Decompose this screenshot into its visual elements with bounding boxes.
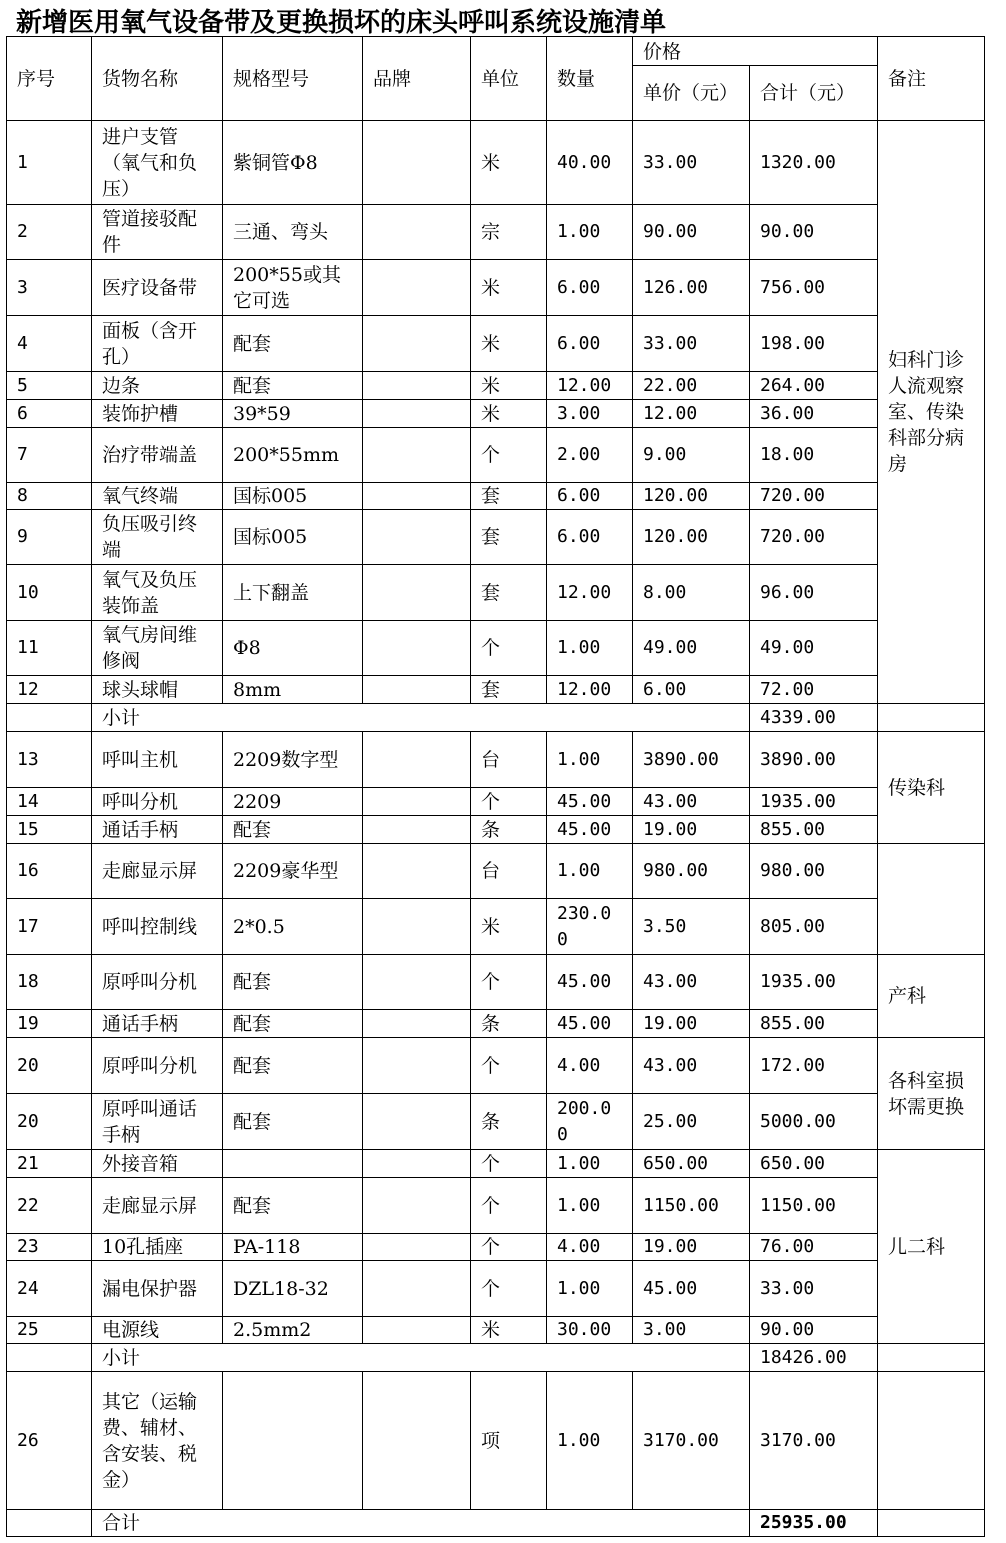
row-remark xyxy=(878,1372,985,1510)
row-total: 980.00 xyxy=(750,844,878,899)
subtotal-label: 小计 xyxy=(92,1344,750,1372)
row-spec: 紫铜管Φ8 xyxy=(223,121,363,205)
subtotal-value: 18426.00 xyxy=(750,1344,878,1372)
row-unit: 个 xyxy=(471,1261,547,1317)
row-spec: 配套 xyxy=(223,1038,363,1094)
row-no: 19 xyxy=(7,1010,92,1038)
row-unit-price: 3170.00 xyxy=(633,1372,750,1510)
row-unit-price: 126.00 xyxy=(633,260,750,316)
row-spec: 配套 xyxy=(223,316,363,372)
row-unit: 台 xyxy=(471,732,547,788)
row-qty: 2.00 xyxy=(547,428,633,483)
row-spec xyxy=(223,1372,363,1510)
row-brand xyxy=(363,260,471,316)
row-total: 720.00 xyxy=(750,510,878,565)
row-brand xyxy=(363,844,471,899)
row-unit-price: 43.00 xyxy=(633,955,750,1010)
row-brand xyxy=(363,816,471,844)
row-qty: 30.00 xyxy=(547,1317,633,1344)
row-unit: 米 xyxy=(471,316,547,372)
table-row xyxy=(7,316,985,372)
grand-total-label: 合计 xyxy=(92,1510,750,1537)
row-spec: 200*55或其它可选 xyxy=(223,260,363,316)
row-unit: 个 xyxy=(471,788,547,816)
row-brand xyxy=(363,1261,471,1317)
row-brand xyxy=(363,1317,471,1344)
row-total: 198.00 xyxy=(750,316,878,372)
row-total: 855.00 xyxy=(750,816,878,844)
row-unit-price: 43.00 xyxy=(633,1038,750,1094)
table-row xyxy=(7,565,985,621)
row-spec: 配套 xyxy=(223,816,363,844)
row-unit: 个 xyxy=(471,1038,547,1094)
row-unit-price: 1150.00 xyxy=(633,1178,750,1234)
document-title: 新增医用氧气设备带及更换损坏的床头呼叫系统设施清单 xyxy=(16,8,667,38)
subtotal-remark xyxy=(878,704,985,732)
row-spec: 三通、弯头 xyxy=(223,205,363,260)
table-row xyxy=(7,1261,985,1317)
subtotal-value: 4339.00 xyxy=(750,704,878,732)
row-brand xyxy=(363,428,471,483)
row-unit: 米 xyxy=(471,121,547,205)
row-qty: 45.00 xyxy=(547,955,633,1010)
row-qty: 1.00 xyxy=(547,621,633,676)
row-remark: 妇科门诊人流观察室、传染科部分病房 xyxy=(878,121,985,704)
row-no: 26 xyxy=(7,1372,92,1510)
row-total: 33.00 xyxy=(750,1261,878,1317)
row-unit-price: 12.00 xyxy=(633,400,750,428)
row-name: 漏电保护器 xyxy=(92,1261,223,1317)
row-no: 8 xyxy=(7,483,92,510)
row-name: 呼叫分机 xyxy=(92,788,223,816)
row-brand xyxy=(363,1234,471,1261)
header-no: 序号 xyxy=(7,37,92,121)
row-brand xyxy=(363,316,471,372)
row-spec xyxy=(223,1150,363,1178)
header-spec: 规格型号 xyxy=(223,37,363,121)
row-total: 5000.00 xyxy=(750,1094,878,1150)
row-total: 90.00 xyxy=(750,1317,878,1344)
row-name: 面板（含开孔） xyxy=(92,316,223,372)
row-total: 1935.00 xyxy=(750,955,878,1010)
row-spec: 配套 xyxy=(223,955,363,1010)
header-qty: 数量 xyxy=(547,37,633,121)
row-unit-price: 19.00 xyxy=(633,816,750,844)
row-qty: 1.00 xyxy=(547,732,633,788)
row-brand xyxy=(363,1010,471,1038)
row-name: 氧气及负压装饰盖 xyxy=(92,565,223,621)
table-row xyxy=(7,1038,985,1094)
row-unit: 项 xyxy=(471,1372,547,1510)
row-remark: 传染科 xyxy=(878,732,985,844)
row-unit-price: 33.00 xyxy=(633,316,750,372)
row-unit: 米 xyxy=(471,899,547,955)
row-unit: 个 xyxy=(471,1234,547,1261)
row-unit: 宗 xyxy=(471,205,547,260)
table-row xyxy=(7,483,985,510)
subtotal-row xyxy=(7,704,985,732)
row-brand xyxy=(363,1094,471,1150)
row-no: 9 xyxy=(7,510,92,565)
header-unit: 单位 xyxy=(471,37,547,121)
row-no: 15 xyxy=(7,816,92,844)
row-no: 1 xyxy=(7,121,92,205)
subtotal-blank xyxy=(7,1344,92,1372)
row-brand xyxy=(363,372,471,400)
row-brand xyxy=(363,788,471,816)
table-row xyxy=(7,372,985,400)
header-remark: 备注 xyxy=(878,37,985,121)
row-qty: 200.00 xyxy=(547,1094,633,1150)
table-row xyxy=(7,676,985,704)
row-total: 90.00 xyxy=(750,205,878,260)
row-name: 医疗设备带 xyxy=(92,260,223,316)
row-spec: PA-118 xyxy=(223,1234,363,1261)
row-unit: 个 xyxy=(471,955,547,1010)
row-name: 走廊显示屏 xyxy=(92,844,223,899)
row-total: 805.00 xyxy=(750,899,878,955)
row-spec: 配套 xyxy=(223,1010,363,1038)
row-unit: 套 xyxy=(471,676,547,704)
row-unit-price: 19.00 xyxy=(633,1010,750,1038)
row-brand xyxy=(363,483,471,510)
row-unit-price: 90.00 xyxy=(633,205,750,260)
row-name: 氧气终端 xyxy=(92,483,223,510)
row-qty: 4.00 xyxy=(547,1234,633,1261)
row-unit: 个 xyxy=(471,428,547,483)
row-spec: 国标005 xyxy=(223,510,363,565)
table-row xyxy=(7,205,985,260)
row-brand xyxy=(363,121,471,205)
grand-total-remark xyxy=(878,1510,985,1537)
table-row xyxy=(7,732,985,788)
header-name: 货物名称 xyxy=(92,37,223,121)
table-row xyxy=(7,428,985,483)
table-row xyxy=(7,1094,985,1150)
row-name: 电源线 xyxy=(92,1317,223,1344)
row-total: 36.00 xyxy=(750,400,878,428)
table-row xyxy=(7,260,985,316)
table-row xyxy=(7,1234,985,1261)
row-qty: 45.00 xyxy=(547,1010,633,1038)
row-total: 172.00 xyxy=(750,1038,878,1094)
row-unit-price: 980.00 xyxy=(633,844,750,899)
row-brand xyxy=(363,899,471,955)
row-unit-price: 120.00 xyxy=(633,510,750,565)
row-unit: 套 xyxy=(471,565,547,621)
row-unit: 个 xyxy=(471,621,547,676)
table-row xyxy=(7,788,985,816)
row-unit-price: 8.00 xyxy=(633,565,750,621)
table-row xyxy=(7,1178,985,1234)
row-qty: 1.00 xyxy=(547,1178,633,1234)
row-qty: 12.00 xyxy=(547,565,633,621)
row-no: 21 xyxy=(7,1150,92,1178)
row-name: 氧气房间维修阀 xyxy=(92,621,223,676)
row-unit: 套 xyxy=(471,483,547,510)
row-no: 24 xyxy=(7,1261,92,1317)
header-unit-price: 单价（元） xyxy=(633,66,750,121)
row-brand xyxy=(363,955,471,1010)
subtotal-row xyxy=(7,1344,985,1372)
row-qty: 6.00 xyxy=(547,260,633,316)
row-no: 6 xyxy=(7,400,92,428)
row-spec: 配套 xyxy=(223,1094,363,1150)
grand-total-row xyxy=(7,1510,985,1537)
row-no: 18 xyxy=(7,955,92,1010)
row-brand xyxy=(363,621,471,676)
table-row xyxy=(7,899,985,955)
row-qty: 6.00 xyxy=(547,316,633,372)
header-brand: 品牌 xyxy=(363,37,471,121)
row-total: 1150.00 xyxy=(750,1178,878,1234)
row-spec: 配套 xyxy=(223,372,363,400)
row-name: 走廊显示屏 xyxy=(92,1178,223,1234)
row-qty: 40.00 xyxy=(547,121,633,205)
row-brand xyxy=(363,1178,471,1234)
row-qty: 230.00 xyxy=(547,899,633,955)
table-row xyxy=(7,1317,985,1344)
row-qty: 6.00 xyxy=(547,483,633,510)
row-total: 72.00 xyxy=(750,676,878,704)
row-qty: 12.00 xyxy=(547,372,633,400)
row-qty: 12.00 xyxy=(547,676,633,704)
header-total: 合计（元） xyxy=(750,66,878,121)
row-name: 呼叫主机 xyxy=(92,732,223,788)
grand-total-blank xyxy=(7,1510,92,1537)
row-remark: 产科 xyxy=(878,955,985,1038)
row-unit-price: 9.00 xyxy=(633,428,750,483)
table-row xyxy=(7,955,985,1010)
row-unit: 米 xyxy=(471,400,547,428)
row-qty: 45.00 xyxy=(547,816,633,844)
row-total: 76.00 xyxy=(750,1234,878,1261)
row-no: 20 xyxy=(7,1094,92,1150)
row-qty: 4.00 xyxy=(547,1038,633,1094)
table-row xyxy=(7,1150,985,1178)
table-row xyxy=(7,400,985,428)
row-brand xyxy=(363,565,471,621)
row-no: 2 xyxy=(7,205,92,260)
header-price: 价格 xyxy=(633,37,878,66)
row-unit-price: 33.00 xyxy=(633,121,750,205)
row-name: 球头球帽 xyxy=(92,676,223,704)
row-brand xyxy=(363,1038,471,1094)
row-spec: DZL18-32 xyxy=(223,1261,363,1317)
row-no: 5 xyxy=(7,372,92,400)
row-spec: 2*0.5 xyxy=(223,899,363,955)
row-no: 10 xyxy=(7,565,92,621)
table-row xyxy=(7,816,985,844)
row-unit: 台 xyxy=(471,844,547,899)
row-spec: 配套 xyxy=(223,1178,363,1234)
row-name: 治疗带端盖 xyxy=(92,428,223,483)
row-brand xyxy=(363,205,471,260)
row-unit: 套 xyxy=(471,510,547,565)
row-unit-price: 650.00 xyxy=(633,1150,750,1178)
row-spec: 8mm xyxy=(223,676,363,704)
row-no: 7 xyxy=(7,428,92,483)
row-unit-price: 49.00 xyxy=(633,621,750,676)
row-no: 11 xyxy=(7,621,92,676)
row-brand xyxy=(363,1372,471,1510)
row-qty: 1.00 xyxy=(547,205,633,260)
row-unit: 米 xyxy=(471,372,547,400)
row-unit-price: 120.00 xyxy=(633,483,750,510)
subtotal-label: 小计 xyxy=(92,704,750,732)
row-unit: 米 xyxy=(471,1317,547,1344)
row-name: 边条 xyxy=(92,372,223,400)
row-total: 756.00 xyxy=(750,260,878,316)
row-unit: 条 xyxy=(471,1094,547,1150)
row-name: 通话手柄 xyxy=(92,1010,223,1038)
row-brand xyxy=(363,676,471,704)
row-unit-price: 6.00 xyxy=(633,676,750,704)
row-brand xyxy=(363,732,471,788)
row-no: 23 xyxy=(7,1234,92,1261)
row-unit-price: 3890.00 xyxy=(633,732,750,788)
row-total: 18.00 xyxy=(750,428,878,483)
row-unit: 个 xyxy=(471,1150,547,1178)
row-name: 原呼叫通话手柄 xyxy=(92,1094,223,1150)
row-spec: 39*59 xyxy=(223,400,363,428)
row-no: 16 xyxy=(7,844,92,899)
row-name: 原呼叫分机 xyxy=(92,955,223,1010)
row-no: 3 xyxy=(7,260,92,316)
row-spec: 2.5mm2 xyxy=(223,1317,363,1344)
row-name: 10孔插座 xyxy=(92,1234,223,1261)
row-total: 720.00 xyxy=(750,483,878,510)
row-unit-price: 3.50 xyxy=(633,899,750,955)
row-unit-price: 25.00 xyxy=(633,1094,750,1150)
row-spec: 200*55mm xyxy=(223,428,363,483)
row-name: 负压吸引终端 xyxy=(92,510,223,565)
table-row xyxy=(7,621,985,676)
row-remark: 各科室损坏需更换 xyxy=(878,1038,985,1150)
row-name: 外接音箱 xyxy=(92,1150,223,1178)
row-spec: 国标005 xyxy=(223,483,363,510)
row-qty: 1.00 xyxy=(547,844,633,899)
row-brand xyxy=(363,1150,471,1178)
row-unit-price: 3.00 xyxy=(633,1317,750,1344)
row-spec: 2209 xyxy=(223,788,363,816)
row-unit: 个 xyxy=(471,1178,547,1234)
row-total: 650.00 xyxy=(750,1150,878,1178)
row-no: 4 xyxy=(7,316,92,372)
row-remark: 儿二科 xyxy=(878,1150,985,1344)
row-total: 264.00 xyxy=(750,372,878,400)
table-row xyxy=(7,844,985,899)
row-qty: 45.00 xyxy=(547,788,633,816)
row-name: 原呼叫分机 xyxy=(92,1038,223,1094)
row-spec: Φ8 xyxy=(223,621,363,676)
row-qty: 1.00 xyxy=(547,1372,633,1510)
equipment-table xyxy=(6,36,985,1537)
row-no: 22 xyxy=(7,1178,92,1234)
table-row xyxy=(7,510,985,565)
row-unit-price: 19.00 xyxy=(633,1234,750,1261)
row-no: 14 xyxy=(7,788,92,816)
row-qty: 3.00 xyxy=(547,400,633,428)
row-spec: 2209数字型 xyxy=(223,732,363,788)
row-name: 进户支管（氧气和负压） xyxy=(92,121,223,205)
row-spec: 上下翻盖 xyxy=(223,565,363,621)
subtotal-blank xyxy=(7,704,92,732)
grand-total-value: 25935.00 xyxy=(750,1510,878,1537)
table-row xyxy=(7,1372,985,1510)
row-total: 3890.00 xyxy=(750,732,878,788)
row-total: 49.00 xyxy=(750,621,878,676)
row-qty: 1.00 xyxy=(547,1150,633,1178)
row-total: 3170.00 xyxy=(750,1372,878,1510)
row-unit: 米 xyxy=(471,260,547,316)
row-no: 17 xyxy=(7,899,92,955)
subtotal-remark xyxy=(878,1344,985,1372)
row-qty: 6.00 xyxy=(547,510,633,565)
row-name: 管道接驳配件 xyxy=(92,205,223,260)
table-row xyxy=(7,1010,985,1038)
row-unit: 条 xyxy=(471,1010,547,1038)
row-brand xyxy=(363,510,471,565)
row-no: 13 xyxy=(7,732,92,788)
row-no: 12 xyxy=(7,676,92,704)
row-unit-price: 43.00 xyxy=(633,788,750,816)
row-remark xyxy=(878,844,985,955)
row-name: 呼叫控制线 xyxy=(92,899,223,955)
row-total: 1935.00 xyxy=(750,788,878,816)
row-total: 96.00 xyxy=(750,565,878,621)
row-no: 25 xyxy=(7,1317,92,1344)
row-name: 其它（运输费、辅材、含安装、税金） xyxy=(92,1372,223,1510)
row-name: 通话手柄 xyxy=(92,816,223,844)
row-unit-price: 45.00 xyxy=(633,1261,750,1317)
row-spec: 2209豪华型 xyxy=(223,844,363,899)
row-no: 20 xyxy=(7,1038,92,1094)
row-unit: 条 xyxy=(471,816,547,844)
row-name: 装饰护槽 xyxy=(92,400,223,428)
row-brand xyxy=(363,400,471,428)
table-row xyxy=(7,121,985,205)
row-total: 855.00 xyxy=(750,1010,878,1038)
row-total: 1320.00 xyxy=(750,121,878,205)
row-unit-price: 22.00 xyxy=(633,372,750,400)
row-qty: 1.00 xyxy=(547,1261,633,1317)
